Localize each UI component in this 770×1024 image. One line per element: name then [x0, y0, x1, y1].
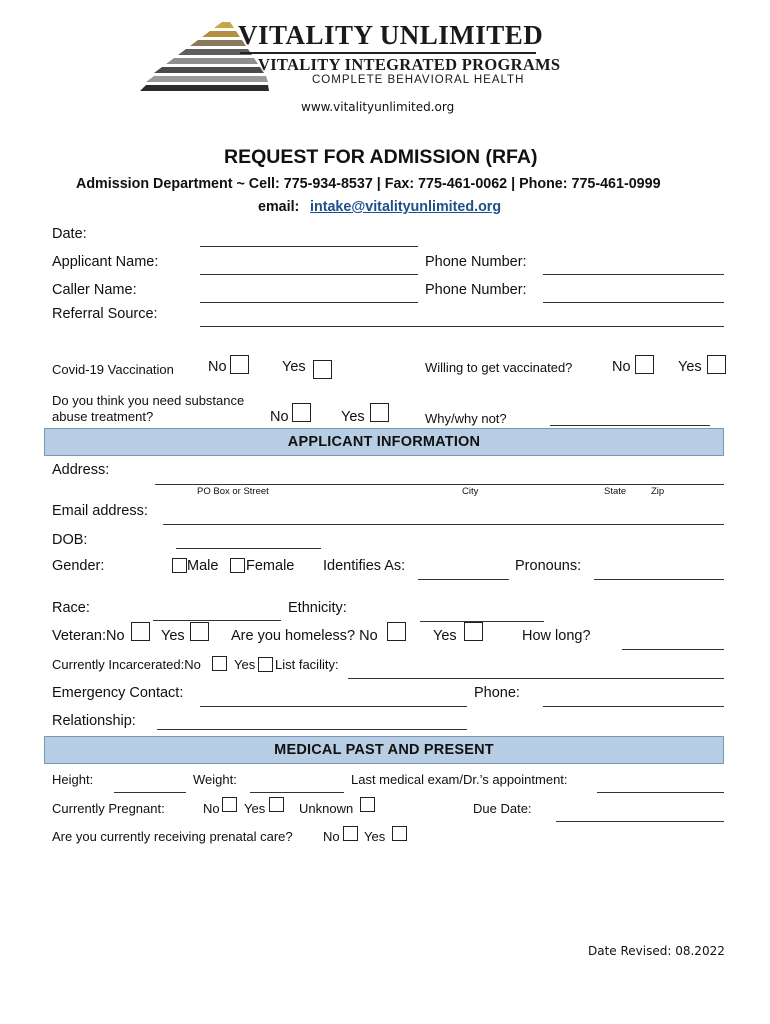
- caller-phone-label: Phone Number:: [425, 282, 527, 298]
- pregnant-unknown-checkbox[interactable]: [360, 797, 375, 812]
- logo-tagline: COMPLETE BEHAVIORAL HEALTH: [312, 74, 525, 86]
- referral-source-field[interactable]: [200, 326, 724, 327]
- email-address-field[interactable]: [163, 524, 724, 525]
- height-label: Height:: [52, 772, 94, 787]
- why-not-label: Why/why not?: [425, 411, 507, 426]
- covid-no-label: No: [208, 359, 227, 375]
- phone-number-field[interactable]: [543, 274, 724, 275]
- caller-phone-field[interactable]: [543, 302, 724, 303]
- weight-label: Weight:: [193, 772, 237, 787]
- prenatal-yes-label: Yes: [364, 829, 386, 844]
- emergency-phone-label: Phone:: [474, 685, 520, 701]
- prenatal-yes-checkbox[interactable]: [392, 826, 407, 841]
- willing-yes-checkbox[interactable]: [707, 355, 726, 374]
- willing-no-label: No: [612, 359, 631, 375]
- prenatal-no-checkbox[interactable]: [343, 826, 358, 841]
- email-address-label: Email address:: [52, 503, 148, 519]
- dob-field[interactable]: [176, 548, 321, 549]
- incarcerated-no-checkbox[interactable]: [212, 656, 227, 671]
- logo-subtitle: VITALITY INTEGRATED PROGRAMS: [258, 55, 561, 74]
- dob-label: DOB:: [52, 532, 88, 548]
- pregnant-unknown-label: Unknown: [299, 801, 354, 816]
- how-long-label: How long?: [522, 628, 591, 644]
- veteran-yes-label: Yes: [161, 628, 185, 644]
- address-label: Address:: [52, 462, 110, 478]
- willing-yes-label: Yes: [678, 359, 702, 375]
- last-exam-label: Last medical exam/Dr.’s appointment:: [351, 772, 568, 787]
- last-exam-field[interactable]: [597, 792, 724, 793]
- relationship-label: Relationship:: [52, 713, 136, 729]
- prenatal-care-label: Are you currently receiving prenatal care?: [52, 829, 293, 844]
- applicant-information-header: APPLICANT INFORMATION: [44, 428, 724, 456]
- emergency-contact-field[interactable]: [200, 706, 467, 707]
- caller-name-label: Caller Name:: [52, 282, 137, 298]
- homeless-yes-checkbox[interactable]: [464, 622, 483, 641]
- city-caption: City: [462, 486, 479, 497]
- page-title: REQUEST FOR ADMISSION (RFA): [224, 146, 538, 168]
- state-caption: State: [604, 486, 627, 497]
- contact-line: Admission Department ~ Cell: 775-934-8537 | Fax: 775-461-0062 | Phone: 775-461-0999: [76, 176, 661, 192]
- list-facility-label: List facility:: [275, 657, 339, 672]
- address-field[interactable]: [155, 484, 724, 485]
- height-field[interactable]: [114, 792, 186, 793]
- veteran-yes-checkbox[interactable]: [190, 622, 209, 641]
- email-label: email:: [258, 199, 300, 215]
- medical-past-present-header: MEDICAL PAST AND PRESENT: [44, 736, 724, 764]
- email-link[interactable]: intake@vitalityunlimited.org: [310, 199, 502, 215]
- male-label: Male: [187, 558, 219, 574]
- ethnicity-label: Ethnicity:: [288, 600, 347, 616]
- identifies-as-label: Identifies As:: [323, 558, 406, 574]
- veteran-no-label: Veteran:No: [52, 628, 125, 644]
- date-revised: Date Revised: 08.2022: [588, 944, 725, 958]
- male-checkbox[interactable]: [172, 558, 187, 573]
- covid-vaccination-label: Covid-19 Vaccination: [52, 362, 174, 377]
- logo-rule: [240, 52, 536, 54]
- emergency-phone-field[interactable]: [543, 706, 724, 707]
- due-date-field[interactable]: [556, 821, 724, 822]
- homeless-no-checkbox[interactable]: [387, 622, 406, 641]
- due-date-label: Due Date:: [473, 801, 532, 816]
- willing-no-checkbox[interactable]: [635, 355, 654, 374]
- incarcerated-no-label: Currently Incarcerated:No: [52, 657, 201, 672]
- emergency-contact-label: Emergency Contact:: [52, 685, 184, 701]
- pregnant-yes-label: Yes: [244, 801, 266, 816]
- race-field[interactable]: [153, 620, 281, 621]
- homeless-no-label: Are you homeless? No: [231, 628, 378, 644]
- female-label: Female: [246, 558, 295, 574]
- incarcerated-yes-checkbox[interactable]: [258, 657, 273, 672]
- gender-label: Gender:: [52, 558, 105, 574]
- veteran-no-checkbox[interactable]: [131, 622, 150, 641]
- phone-number-label: Phone Number:: [425, 254, 527, 270]
- relationship-field[interactable]: [157, 729, 467, 730]
- substance-question-line1: Do you think you need substance: [52, 393, 245, 408]
- website: www.vitalityunlimited.org: [301, 100, 455, 114]
- po-box-caption: PO Box or Street: [197, 486, 269, 497]
- pronouns-field[interactable]: [594, 579, 724, 580]
- caller-name-field[interactable]: [200, 302, 418, 303]
- pronouns-label: Pronouns:: [515, 558, 582, 574]
- pregnant-no-label: No: [203, 801, 220, 816]
- incarcerated-yes-label: Yes: [234, 657, 256, 672]
- applicant-name-label: Applicant Name:: [52, 254, 159, 270]
- applicant-name-field[interactable]: [200, 274, 418, 275]
- referral-source-label: Referral Source:: [52, 306, 158, 322]
- pregnant-yes-checkbox[interactable]: [269, 797, 284, 812]
- logo-title: VITALITY UNLIMITED: [238, 20, 544, 50]
- female-checkbox[interactable]: [230, 558, 245, 573]
- why-not-field[interactable]: [550, 425, 710, 426]
- willing-vaccinated-label: Willing to get vaccinated?: [425, 360, 573, 375]
- substance-question-line2: abuse treatment?: [52, 409, 154, 424]
- covid-yes-checkbox[interactable]: [313, 360, 332, 379]
- pregnant-no-checkbox[interactable]: [222, 797, 237, 812]
- date-label: Date:: [52, 226, 87, 242]
- substance-yes-label: Yes: [341, 409, 365, 425]
- identifies-as-field[interactable]: [418, 579, 509, 580]
- substance-yes-checkbox[interactable]: [370, 403, 389, 422]
- zip-caption: Zip: [651, 486, 665, 497]
- covid-yes-label: Yes: [282, 359, 306, 375]
- date-field[interactable]: [200, 246, 418, 247]
- race-label: Race:: [52, 600, 90, 616]
- pregnant-label: Currently Pregnant:: [52, 801, 165, 816]
- list-facility-field[interactable]: [348, 678, 724, 679]
- covid-no-checkbox[interactable]: [230, 355, 249, 374]
- prenatal-no-label: No: [323, 829, 340, 844]
- substance-no-checkbox[interactable]: [292, 403, 311, 422]
- how-long-field[interactable]: [622, 649, 724, 650]
- homeless-yes-label: Yes: [433, 628, 457, 644]
- substance-no-label: No: [270, 409, 289, 425]
- weight-field[interactable]: [250, 792, 344, 793]
